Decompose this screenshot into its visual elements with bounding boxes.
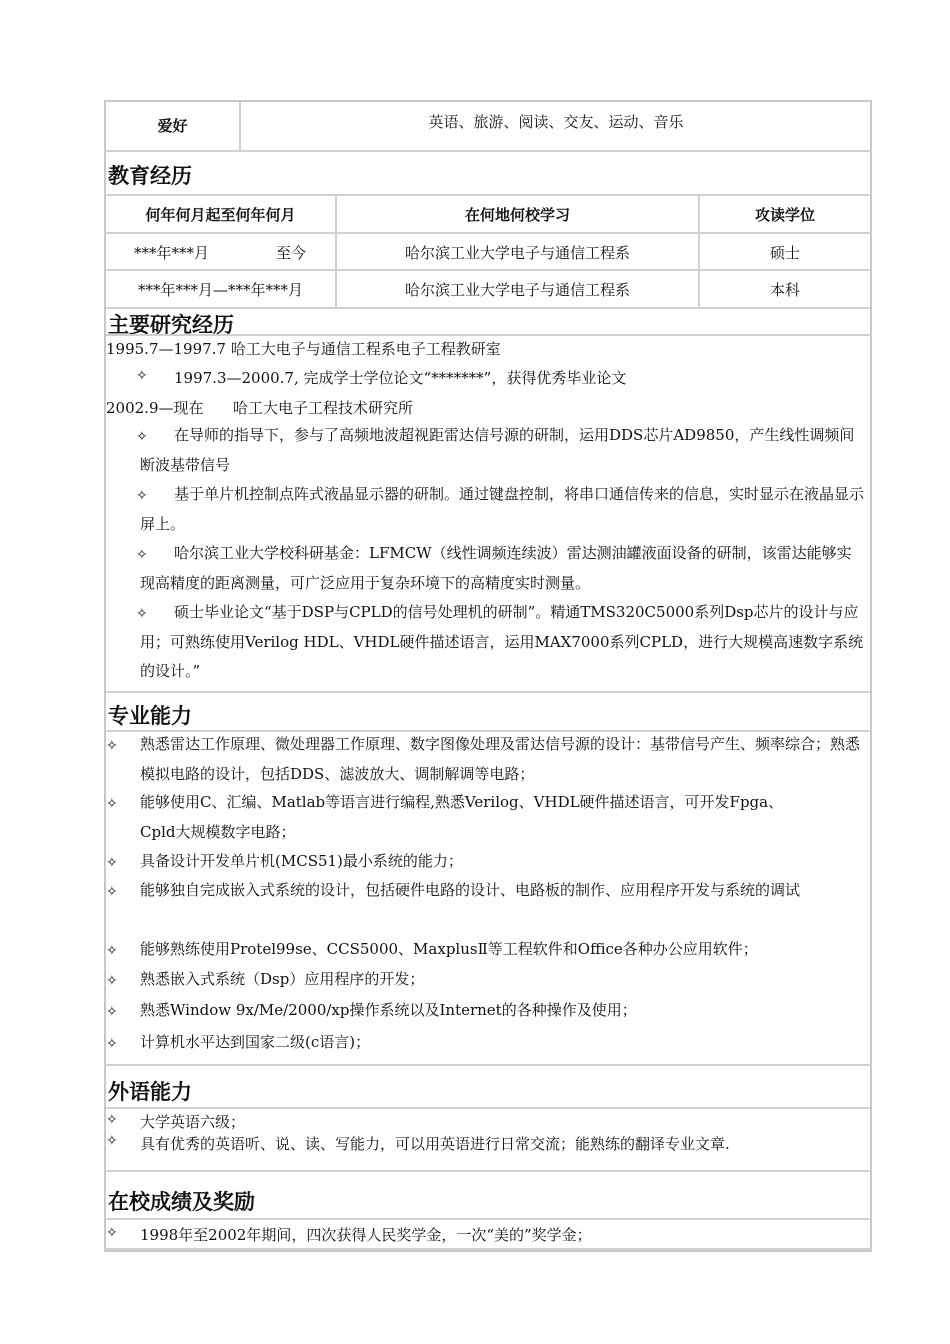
bullet-icon: ✧ [106, 1036, 118, 1052]
bullet-icon: ✧ [136, 429, 148, 445]
skills-title: 专业能力 [108, 704, 192, 728]
language-title: 外语能力 [108, 1080, 192, 1104]
header-school: 在何地何校学习 [464, 206, 570, 224]
row-divider [106, 1107, 870, 1109]
bullet-icon: ✧ [136, 488, 148, 504]
skill-item-3: 具备设计开发单片机(MCS51)最小系统的能力； [140, 852, 463, 870]
bullet-icon: ✧ [106, 796, 118, 812]
skill-item-4: 能够独自完成嵌入式系统的设计，包括硬件电路的设计、电路板的制作、应用程序开发与系统的调试 [140, 881, 801, 899]
row-divider [106, 1170, 870, 1172]
bullet-icon: ✧ [136, 606, 148, 622]
bullet-icon: ✧ [106, 1133, 118, 1149]
bullet-icon: ✧ [136, 368, 148, 384]
language-item-2: 具有优秀的英语听、说、读、写能力，可以用英语进行日常交流；能熟练的翻译专业文章. [140, 1135, 730, 1153]
edu-row2-period: ***年***月—***年***月 [137, 281, 303, 299]
language-item-1: 大学英语六级； [140, 1113, 246, 1131]
awards-title: 在校成绩及奖励 [108, 1190, 255, 1214]
skill-item-5: 能够熟练使用Protel99se、CCS5000、MaxplusⅡ等工程软件和Office各种办公应用软件； [140, 940, 758, 958]
bullet-icon: ✧ [106, 738, 118, 754]
edu-row2-degree: 本科 [769, 281, 800, 299]
edu-row1-school: 哈尔滨工业大学电子与通信工程系 [404, 244, 630, 262]
education-title: 教育经历 [108, 164, 192, 188]
row-divider [106, 194, 870, 196]
research-item-2: 基于单片机控制点阵式液晶显示器的研制。通过键盘控制，将串口通信传来的信息，实时显示在液晶显示屏上。 [140, 485, 865, 533]
skill-item-2: 能够使用C、汇编、Matlab等语言进行编程,熟悉Verilog、VHDL硬件描述语言，可开发Fpga、Cpld大规模数字电路； [140, 793, 784, 841]
edu-row1-period-end: 至今 [276, 244, 307, 262]
bullet-icon: ✧ [106, 1004, 118, 1020]
row-divider [106, 150, 870, 152]
row-divider [106, 232, 870, 234]
bullet-icon: ✧ [106, 973, 118, 989]
hobby-label: 爱好 [157, 117, 188, 135]
bullet-icon: ✧ [106, 1225, 118, 1241]
row-divider [106, 334, 870, 336]
row-divider [106, 691, 870, 693]
research-title: 主要研究经历 [108, 313, 234, 337]
header-period: 何年何月起至何年何月 [145, 206, 296, 224]
research-item-4: 硕士毕业论文“基于DSP与CPLD的信号处理机的研制”。精通TMS320C5000系列Dsp芯片的设计与应用；可熟练使用Verilog HDL、VHDL硬件描述语言，运用MAX7000系列CPLD，进行大规模高速数字系统的设计。” [140, 603, 864, 680]
research-item-1: 在导师的指导下，参与了高频地波超视距雷达信号源的研制，运用DDS芯片AD9850，产生线性调频间断波基带信号 [140, 426, 855, 474]
edu-row1-degree: 硕士 [769, 244, 800, 262]
edu-row1-period-start: ***年***月 [134, 244, 210, 262]
awards-item-1: 1998年至2002年期间，四次获得人民奖学金，一次“美的”奖学金； [140, 1226, 592, 1244]
row-divider [106, 269, 870, 271]
bullet-icon: ✧ [106, 884, 118, 900]
skill-item-8: 计算机水平达到国家二级(c语言)； [140, 1033, 371, 1051]
skill-item-1: 熟悉雷达工作原理、微处理器工作原理、数字图像处理及雷达信号源的设计：基带信号产生、频率综合；熟悉模拟电路的设计，包括DDS、滤波放大、调制解调等电路； [140, 735, 861, 783]
row-divider [106, 1248, 870, 1250]
bullet-icon: ✧ [106, 855, 118, 871]
research-line-3-place: 哈工大电子工程技术研究所 [233, 399, 414, 417]
bullet-icon: ✧ [136, 547, 148, 563]
skill-item-7: 熟悉Window 9x/Me/2000/xp操作系统以及Internet的各种操作及使用； [140, 1001, 637, 1019]
research-line-3-date: 2002.9—现在 [106, 399, 204, 417]
row-divider [106, 1064, 870, 1066]
bullet-icon: ✧ [106, 1112, 118, 1128]
resume-document [104, 100, 872, 1252]
hobby-value: 英语、旅游、阅读、交友、运动、音乐 [428, 113, 684, 131]
row-divider [106, 1218, 870, 1220]
skill-item-6: 熟悉嵌入式系统（Dsp）应用程序的开发； [140, 970, 425, 988]
bullet-icon: ✧ [106, 943, 118, 959]
edu-row2-school: 哈尔滨工业大学电子与通信工程系 [404, 281, 630, 299]
research-line-1: 1995.7—1997.7 哈工大电子与通信工程系电子工程教研室 [106, 340, 501, 358]
research-line-2: 1997.3—2000.7, 完成学士学位论文“*******”，获得优秀毕业论文 [174, 369, 627, 387]
research-item-3: 哈尔滨工业大学校科研基金：LFMCW（线性调频连续波）雷达测油罐液面设备的研制，该雷达能够实现高精度的距离测量，可广泛应用于复杂环境下的高精度实时测量。 [140, 544, 852, 592]
header-degree: 攻读学位 [754, 206, 815, 224]
